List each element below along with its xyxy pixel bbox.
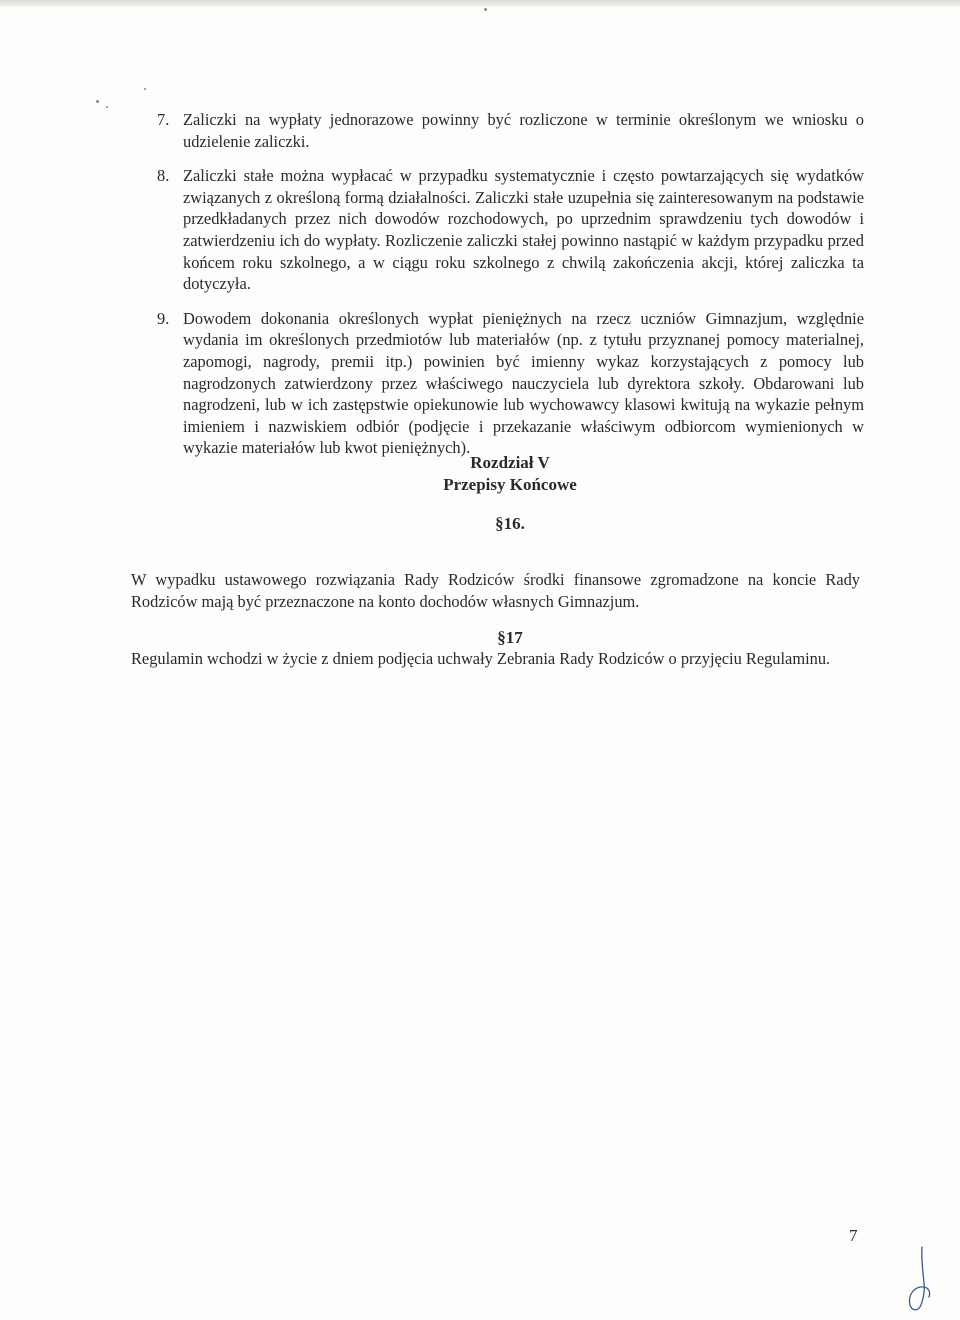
list-item bbox=[148, 308, 864, 459]
list-item-text: Zaliczki stałe można wypłacać w przypadku systematycznie i często powtarzających się wydatków związanych z określoną formą działalności. Zaliczki stałe uzupełnia się zainteresowanym na podstawie przedkładanych przez nich dowodów rozchodowych, po uprzednim sprawdzeniu tych dowodów i zatwierdzeniu ich do wypłaty. Rozliczenie zaliczki stałej powinno nastąpić w każdym przypadku przed końcem roku szkolnego, a w ciągu roku szkolnego z chwilą zakończenia akcji, której zaliczka ta dotyczyła. bbox=[183, 166, 864, 294]
page-number: 7 bbox=[849, 1226, 858, 1245]
list-item-text: Zaliczki na wypłaty jednorazowe powinny być rozliczone w terminie określonym we wniosku o udzielenie zaliczki. bbox=[183, 110, 864, 151]
chapter-subtitle: Przepisy Końcowe bbox=[443, 475, 577, 494]
scan-speck bbox=[106, 106, 108, 108]
chapter-title: Rozdział V bbox=[470, 453, 550, 472]
scan-speck bbox=[144, 88, 146, 90]
numbered-list bbox=[148, 109, 864, 472]
list-item bbox=[148, 109, 864, 152]
list-item-number: 7. bbox=[157, 110, 170, 129]
section-16-text: W wypadku ustawowego rozwiązania Rady Rodziców środki finansowe zgromadzone na koncie Rady Rodziców mają być przeznaczone na konto dochodów własnych Gimnazjum. bbox=[131, 570, 860, 611]
scan-top-edge bbox=[0, 0, 960, 7]
section-17-text: Regulamin wchodzi w życie z dniem podjęcia uchwały Zebrania Rady Rodziców o przyjęciu Regulaminu. bbox=[131, 649, 831, 668]
section-17-heading: §17 bbox=[497, 628, 523, 647]
handwritten-initials-mark bbox=[900, 1245, 940, 1315]
scan-speck bbox=[96, 100, 99, 103]
scan-speck bbox=[484, 8, 487, 11]
list-item-number: 9. bbox=[157, 308, 170, 328]
list-item-number: 8. bbox=[157, 166, 170, 186]
list-item-text: Dowodem dokonania określonych wypłat pieniężnych na rzecz uczniów Gimnazjum, względnie wydania im określonych przedmiotów lub materiałów (np. z tytułu przyznanej pomocy materialnej, zapomogi, nagrody, premii itp.) powinien być imienny wykaz korzystających z pomocy lub nagrodzonych zatwierdzony przez właściwego nauczyciela lub dyrektora szkoły. Obdarowani lub nagrodzeni, lub w ich zastępstwie opiekunowie lub wychowawcy klasowi kwitują na wykazie pełnym imieniem i nazwiskiem odbiór (podjęcie i przekazanie właściwym odbiorcom wymienionych w wykazie materiałów lub kwot pieniężnych). bbox=[183, 308, 864, 458]
section-16-heading: §16. bbox=[495, 514, 525, 533]
list-item bbox=[148, 165, 864, 295]
